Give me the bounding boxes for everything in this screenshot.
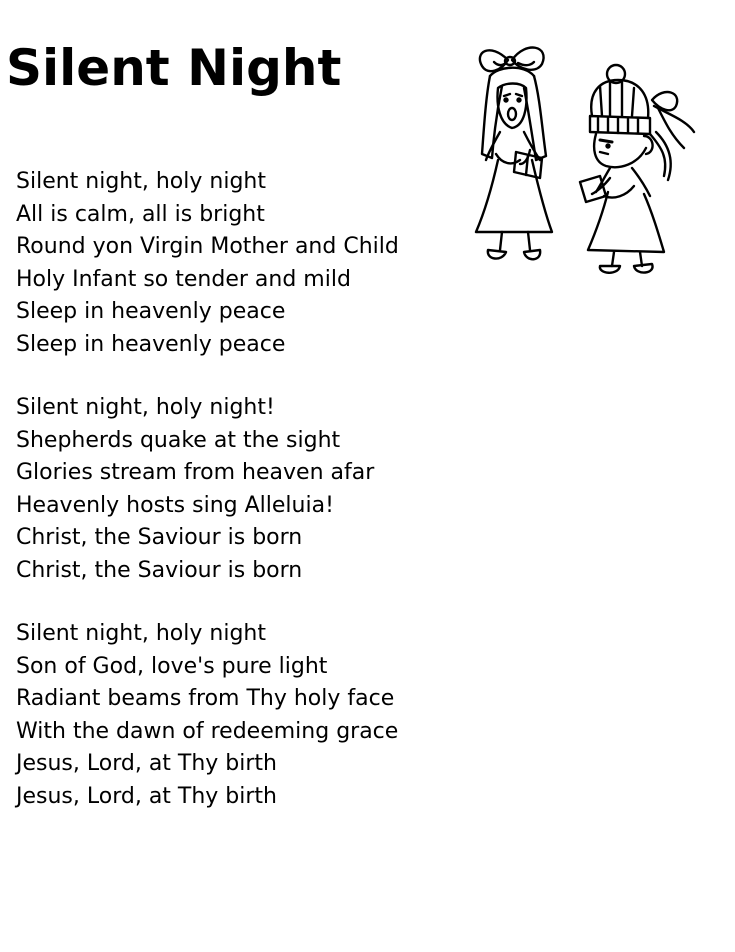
lyric-line: Holy Infant so tender and mild [16,266,351,292]
left-caroler [476,48,552,260]
verse-1 [16,166,456,361]
lyric-line: Silent night, holy night [16,169,266,194]
lyric-line: Christ, the Saviour is born [16,557,303,583]
right-caroler [580,65,694,273]
lyric-line: Heavenly hosts sing Alleluia! [16,492,334,518]
carolers-drawing [468,36,708,276]
lyric-line: All is calm, all is bright [16,201,265,227]
verse-2 [16,392,456,587]
lyric-line: Sleep in heavenly peace [16,331,286,357]
carolers-illustration [468,36,708,276]
page-title: Silent Night [6,39,342,97]
lyric-line: Shepherds quake at the sight [16,427,341,453]
lyric-line: With the dawn of redeeming grace [16,718,399,744]
lyric-line: Silent night, holy night [16,621,266,646]
lyric-line: Jesus, Lord, at Thy birth [16,783,278,809]
lyric-line: Radiant beams from Thy holy face [16,686,395,711]
lyric-line: Round yon Virgin Mother and Child [16,234,399,259]
lyric-line: Glories stream from heaven afar [16,460,375,485]
lyric-line: Sleep in heavenly peace [16,299,286,324]
lyric-line: Silent night, holy night! [16,395,275,420]
lyric-line: Jesus, Lord, at Thy birth [16,751,278,776]
verse-3 [16,618,456,813]
lyrics [16,166,456,844]
lyric-line: Son of God, love's pure light [16,653,328,679]
lyric-line: Christ, the Saviour is born [16,525,303,550]
